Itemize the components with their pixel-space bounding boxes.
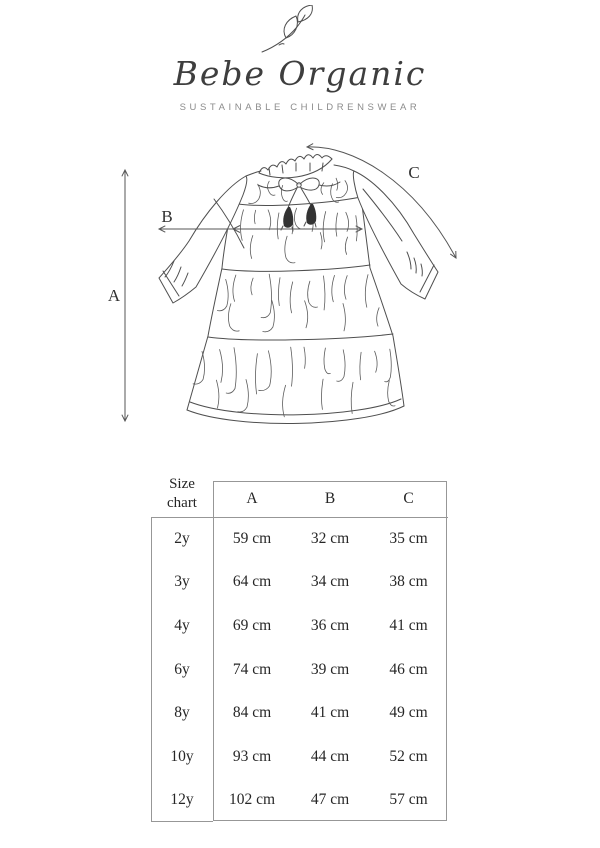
size-label: 4y — [174, 616, 190, 634]
column-header-a: A — [246, 490, 258, 507]
value-b: 39 cm — [310, 660, 350, 678]
value-c: 38 cm — [389, 573, 428, 591]
value-b: 32 cm — [310, 529, 350, 547]
tassels — [281, 204, 316, 231]
dress-sleeves — [159, 171, 438, 303]
corner-header — [151, 470, 213, 517]
value-c: 57 cm — [389, 791, 428, 809]
value-c: 35 cm — [389, 529, 428, 547]
brand-name: Bebe Organic — [173, 54, 427, 93]
value-a: 64 cm — [232, 573, 272, 591]
value-b: 44 cm — [310, 747, 350, 765]
size-label: 6y — [174, 660, 190, 678]
brand-tagline: SUSTAINABLE CHILDRENSWEAR — [179, 102, 421, 113]
size-label: 12y — [170, 791, 194, 809]
size-label: 10y — [170, 747, 194, 765]
column-header-b: B — [324, 490, 336, 507]
value-a: 102 cm — [228, 791, 276, 809]
value-c: 52 cm — [389, 747, 428, 765]
value-b: 36 cm — [310, 616, 350, 634]
size-label: 3y — [174, 573, 190, 591]
label-c: C — [408, 163, 420, 182]
value-b: 47 cm — [310, 791, 350, 809]
size-label: 2y — [174, 529, 190, 547]
value-c: 41 cm — [389, 616, 428, 634]
value-c: 46 cm — [389, 660, 428, 678]
value-a: 59 cm — [232, 529, 272, 547]
size-chart-table — [151, 470, 448, 822]
value-a: 84 cm — [232, 704, 272, 722]
label-a: A — [107, 286, 121, 305]
label-b: B — [161, 207, 173, 226]
column-header-c: C — [403, 490, 414, 507]
value-a: 74 cm — [232, 660, 272, 678]
value-b: 34 cm — [310, 573, 350, 591]
value-a: 93 cm — [232, 747, 272, 765]
size-label: 8y — [174, 704, 190, 722]
size-chart-grid — [151, 470, 448, 822]
dress-illustration — [90, 135, 470, 445]
value-b: 41 cm — [310, 704, 350, 722]
corner-header-label: Size chart — [167, 475, 197, 511]
value-a: 69 cm — [232, 616, 272, 634]
value-c: 49 cm — [389, 704, 428, 722]
